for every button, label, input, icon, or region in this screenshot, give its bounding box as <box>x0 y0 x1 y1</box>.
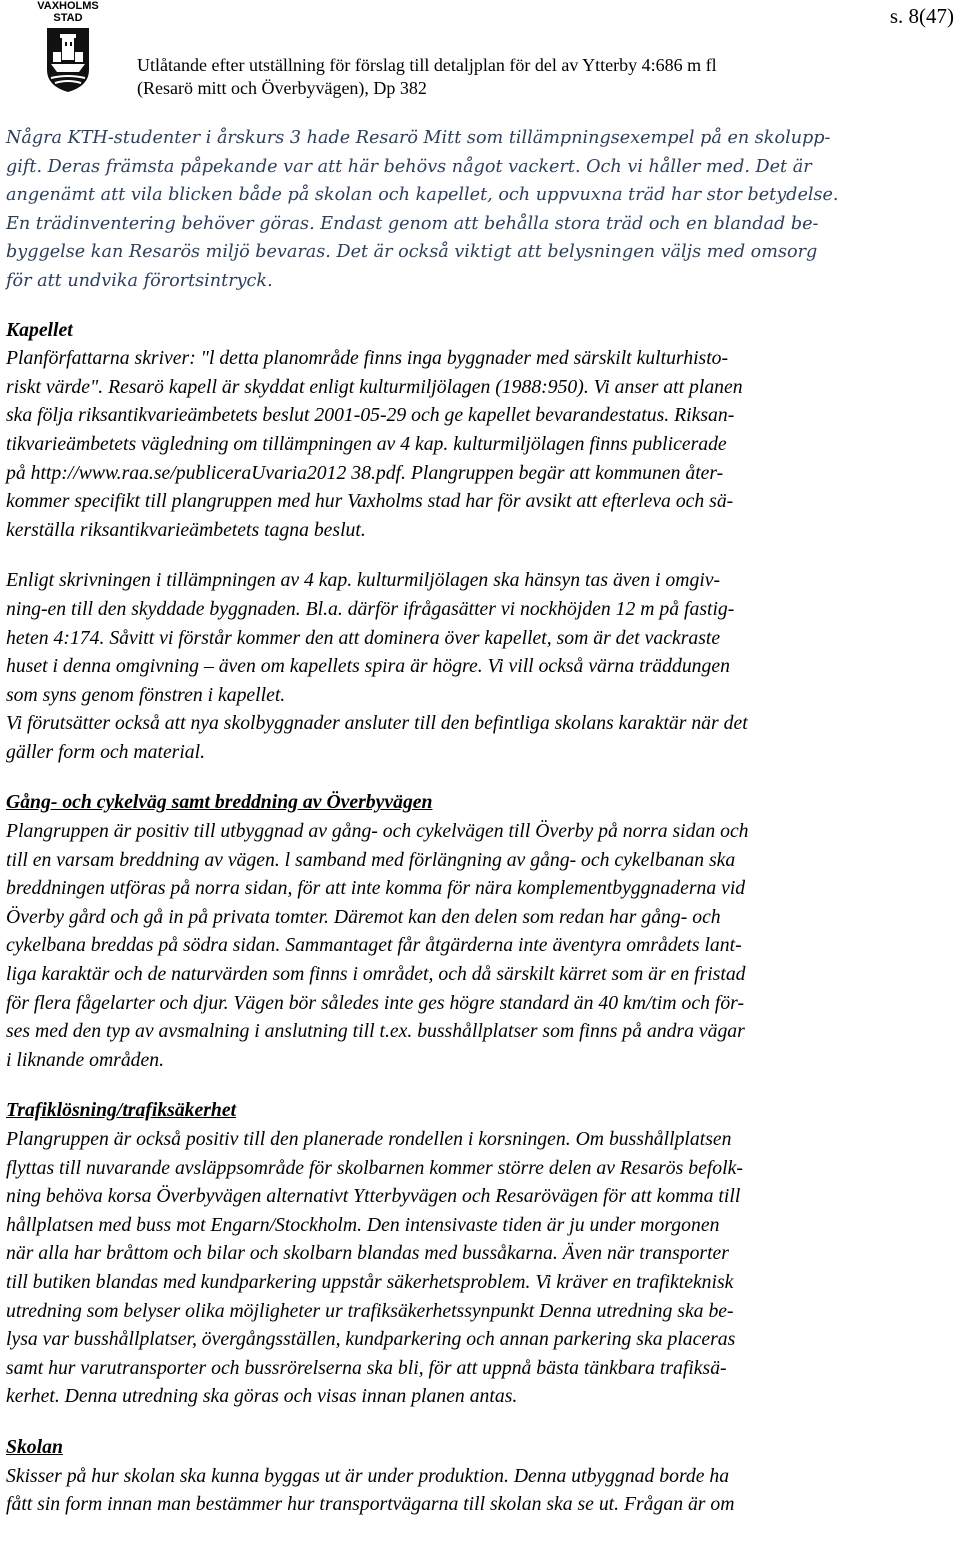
coat-of-arms-icon <box>45 26 91 94</box>
section-heading-gang-cykelvag: Gång- och cykelväg samt breddning av Överbyvägen <box>6 791 433 814</box>
trafik-paragraph: Plangruppen är också positiv till den planerade rondellen i korsningen. Om busshållplatsen flyttas till nuvarande avsläppsområde för skolbarnen kommer större delen av Resarös befolk- ning behöva korsa Överbyvägen alternativt Ytterbyvägen och Resarövägen för att komma till hållplatsen med buss mot Engarn/Stockholm. Den intensivaste tiden är ju under morgonen när alla har bråttom och bilar och skolbarn blandas med bussåkarna. Även när transporter till butiken blandas med kundparkering uppstår säkerhetsproblem. Vi kräver en trafikteknisk utredning som belyser olika möjligheter ur trafiksäkerhetssynpunkt Denna utredning ska be- lysa var busshållplatser, övergångsställen, kundparkering och annan parkering ska placeras samt hur varutransporter och bussrörelserna ska bli, för att uppnå bästa tänkbara trafiksä- kerhet. Denna utredning ska göras och visas innan planen antas. <box>6 1128 743 1408</box>
section-kapellet <box>6 316 944 767</box>
kapellet-paragraph-3: Vi förutsätter också att nya skolbyggnader ansluter till den befintliga skolans karaktär när det gäller form och material. <box>6 712 748 763</box>
kapellet-paragraph-2: Enligt skrivningen i tillämpningen av 4 kap. kulturmiljölagen ska hänsyn tas även i omgiv- ning-en till den skyddade byggnaden. Bl.a. därför ifrågasätter vi nockhöjden 12 m på fastig- heten 4:174. Såvitt vi förstår kommer den att dominera över kapellet, som är det vackraste huset i denna omgivning – även om kapellets spira är högre. Vi vill också värna träddungen som syns genom fönstren i kapellet. <box>6 569 735 706</box>
gang-paragraph: Plangruppen är positiv till utbyggnad av gång- och cykelvägen till Överby på norra sidan och till en varsam breddning av vägen. l samband med förlängning av gång- och cykelbanan ska breddningen utföras på norra sidan, för att inte komma för nära komplementbyggnaderna vid Överby gård och gå in på privata tomter. Däremot kan den delen som redan har gång- och cykelbana breddas på södra sidan. Sammantaget får åtgärderna inte äventyra områdets lant- liga karaktär och de naturvärden som finns i området, och då särskilt kärret som är en fristad för flera fågelarter och djur. Vägen bör således inte ges högre standard än 40 km/tim och för- ses med den typ av avsmalning i anslutning till t.ex. busshållplatser som finns på andra vägar i liknande områden. <box>6 820 749 1071</box>
document-title: Utlåtande efter utställning för förslag till detaljplan för del av Ytterby 4:686 m fl (Resarö mitt och Överbyvägen), Dp 382 <box>137 55 717 98</box>
section-heading-kapellet: Kapellet <box>6 318 73 341</box>
page-number: s. 8(47) <box>889 4 954 28</box>
logo-text: VAXHOLMS STAD <box>37 0 99 24</box>
vaxholm-logo <box>26 0 110 100</box>
intro-paragraph: Några KTH-studenter i årskurs 3 hade Resarö Mitt som tillämpningsexempel på en skolupp- gift. Deras främsta påpekande var att här behövs något vackert. Och vi håller med. Det är angenämt att vila blicken både på skolan och kapellet, och uppvuxna träd har stor betydelse. En trädinventering behöver göras. Endast genom att behålla stora träd och en blandad be- byggelse kan Resarös miljö bevaras. Det är också viktigt att belysningen väljs med omsorg för att undvika förortsintryck. <box>6 128 839 291</box>
section-heading-skolan: Skolan <box>6 1435 63 1458</box>
skolan-paragraph: Skisser på hur skolan ska kunna byggas ut är under produktion. Denna utbyggnad borde ha fått sin form innan man bestämmer hur transportvägarna till skolan ska se ut. Frågan är om <box>6 1464 735 1516</box>
section-skolan <box>6 1433 944 1519</box>
section-gang-cykelvag <box>6 788 944 1074</box>
kapellet-paragraph-1: Planförfattarna skriver: "l detta planområde finns inga byggnader med särskilt kulturhisto- riskt värde". Resarö kapell är skyddat enligt kulturmiljölagen (1988:950). Vi anser att planen ska följa riksantikvarieämbetets beslut 2001-05-29 och ge kapellet bevarandestatus. Riksan- tikvarieämbetets vägledning om tillämpningen av 4 kap. kulturmiljölagen finns publicerade på http://www.raa.se/publiceraUvaria2012 38.pdf. Plangruppen begär att kommunen åter- kommer specifikt till plangruppen med hur Vaxholms stad har för avsikt att efterleva och sä- kerställa riksantikvarieämbetets tagna beslut. <box>6 347 743 541</box>
document-body <box>6 124 944 1541</box>
section-heading-trafik: Trafiklösning/trafiksäkerhet <box>6 1099 237 1122</box>
section-trafik <box>6 1096 944 1411</box>
